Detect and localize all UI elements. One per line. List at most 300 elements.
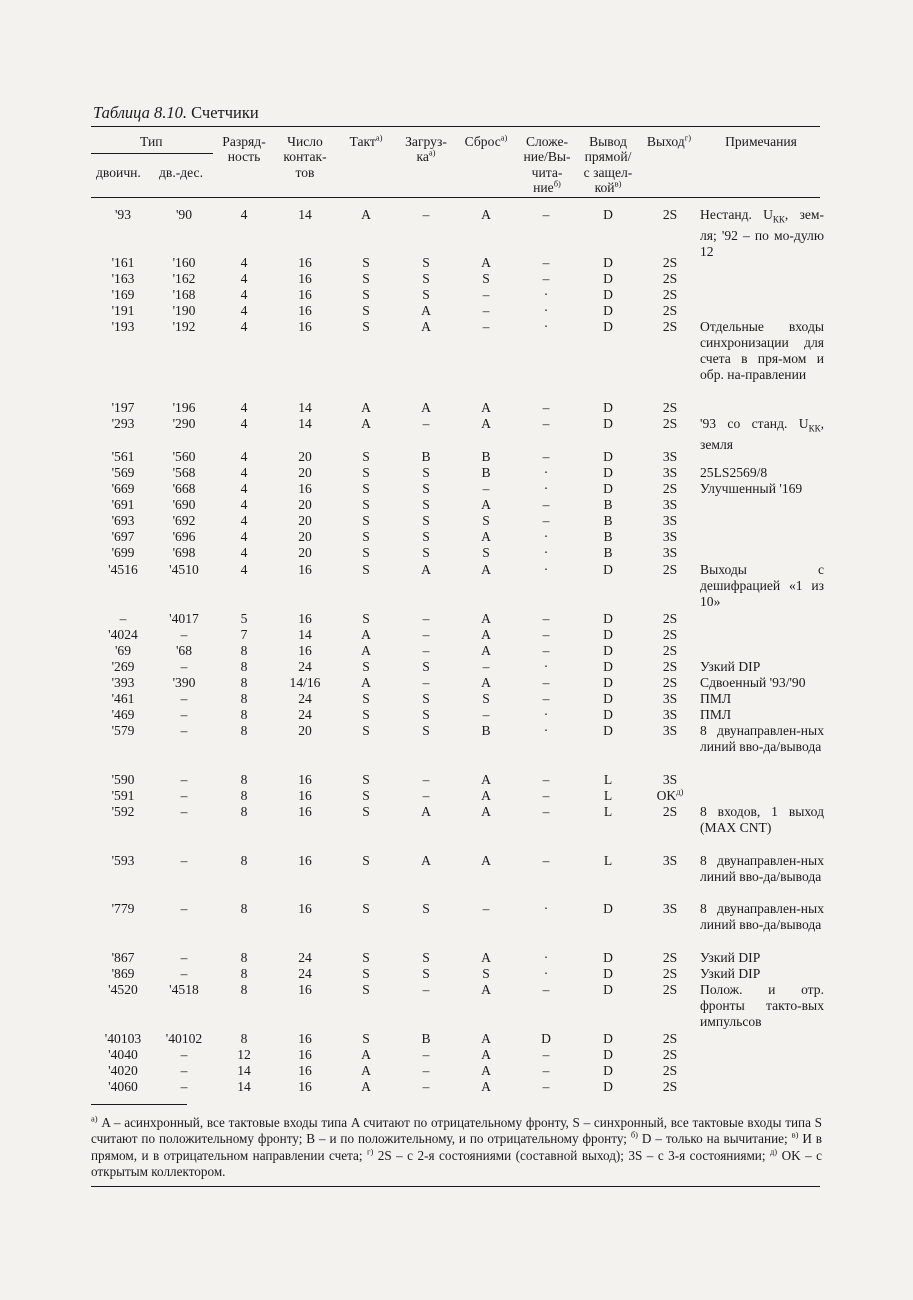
cell-add-sub: –	[542, 271, 550, 286]
header-output-latch: Вывод прямой/ с защел- кой$^{в)}$	[583, 134, 633, 195]
cell-output-type: 2S	[662, 982, 678, 997]
cell-output-type: 3S	[662, 707, 678, 722]
cell-add-sub: ·	[543, 319, 549, 334]
header-addsub: Сложе- ние/Вы- чита- ние$^{б)}$	[523, 134, 571, 195]
cell-output-type: 3S	[662, 449, 678, 464]
cell-type-dec: –	[180, 1079, 188, 1094]
cell-load: S	[422, 545, 430, 560]
cell-type-dec: –	[180, 788, 188, 803]
cell-reset: S	[482, 271, 490, 286]
header-type-bin: двоичн.	[96, 165, 141, 180]
cell-output-type: 3S	[662, 723, 678, 738]
cell-pins: 16	[298, 611, 312, 626]
cell-pins: 16	[298, 303, 312, 318]
cell-reset: A	[481, 982, 491, 997]
cell-output-type: 2S	[662, 675, 678, 690]
cell-type-bin: '4060	[108, 1079, 138, 1094]
cell-load: –	[422, 207, 430, 222]
table-bottom-rule	[91, 1186, 820, 1187]
cell-output-latch: D	[603, 449, 613, 464]
cell-type-bin: '461	[111, 691, 135, 706]
cell-pins: 24	[298, 691, 312, 706]
cell-bits: 8	[240, 901, 248, 916]
cell-output-latch: D	[603, 400, 613, 415]
cell-load: S	[422, 950, 430, 965]
cell-type-bin: '191	[111, 303, 135, 318]
cell-type-dec: '560	[172, 449, 196, 464]
cell-type-bin: '161	[111, 255, 135, 270]
cell-add-sub: –	[542, 416, 550, 431]
cell-bits: 4	[240, 449, 248, 464]
cell-pins: 24	[298, 707, 312, 722]
cell-load: –	[422, 772, 430, 787]
cell-output-latch: L	[603, 804, 613, 819]
cell-output-latch: D	[603, 303, 613, 318]
cell-pins: 16	[298, 1031, 312, 1046]
cell-output-latch: D	[603, 465, 613, 480]
cell-type-bin: –	[119, 611, 127, 626]
cell-add-sub: –	[542, 1047, 550, 1062]
cell-load: –	[422, 1063, 430, 1078]
cell-add-sub: ·	[543, 707, 549, 722]
cell-type-bin: '867	[111, 950, 135, 965]
cell-clock: S	[362, 723, 370, 738]
cell-type-bin: '590	[111, 772, 135, 787]
header-pins: Число контак- тов	[283, 134, 327, 180]
cell-note: 8 двунаправлен-ных линий вво-да/вывода	[700, 853, 824, 885]
cell-bits: 4	[240, 497, 248, 512]
cell-type-bin: '4520	[108, 982, 138, 997]
cell-output-latch: D	[603, 1047, 613, 1062]
cell-load: B	[421, 1031, 431, 1046]
cell-add-sub: –	[542, 497, 550, 512]
cell-output-latch: D	[603, 691, 613, 706]
cell-output-type: 2S	[662, 659, 678, 674]
cell-output-latch: D	[603, 966, 613, 981]
cell-type-bin: '561	[111, 449, 135, 464]
cell-reset: A	[481, 643, 491, 658]
cell-type-dec: –	[180, 691, 188, 706]
cell-output-latch: B	[603, 545, 613, 560]
cell-clock: S	[362, 562, 370, 577]
cell-bits: 4	[240, 513, 248, 528]
cell-load: S	[422, 513, 430, 528]
cell-clock: S	[362, 303, 370, 318]
cell-pins: 20	[298, 513, 312, 528]
cell-note: Узкий DIP	[700, 659, 761, 674]
cell-load: A	[421, 853, 431, 868]
cell-type-dec: '68	[175, 643, 193, 658]
cell-load: –	[422, 675, 430, 690]
cell-add-sub: –	[542, 853, 550, 868]
cell-note: Отдельные входы синхронизации для счета в пря-мом и обр. на-правлении	[700, 319, 824, 383]
footnotes: $^{а)}$ A – асинхронный, все тактовые входы типа A считают по отрицательному фронту, S – синхронный, все тактовые входы типа S считают по положительному фронту; B – и по положительному, и по отрицательному фронту; $^{б)}$ D – только на вычитание; $^{в)}$ И в прямом, и в отрицательном направлении счета; $^{г)}$ 2S – с 2-я состояниями (составной выход); 3S – с 3-я состояниями; $^{д)}$ OK – с открытым коллектором.	[91, 1113, 822, 1180]
cell-output-type: 2S	[662, 319, 678, 334]
cell-type-dec: '4518	[169, 982, 199, 997]
cell-reset: S	[482, 691, 490, 706]
cell-add-sub: –	[542, 643, 550, 658]
cell-pins: 16	[298, 255, 312, 270]
header-notes: Примечания	[725, 134, 797, 149]
cell-clock: S	[362, 982, 370, 997]
cell-output-type: 3S	[662, 691, 678, 706]
cell-bits: 14	[237, 1079, 251, 1094]
cell-reset: A	[481, 255, 491, 270]
cell-type-dec: '568	[172, 465, 196, 480]
cell-note: '93 со станд. $U_{КК}$, земля	[700, 416, 824, 452]
cell-add-sub: ·	[543, 303, 549, 318]
cell-note: ПМЛ	[700, 691, 732, 706]
cell-note: 8 двунаправлен-ных линий вво-да/вывода	[700, 723, 824, 755]
cell-reset: A	[481, 416, 491, 431]
cell-note: 8 входов, 1 выход (MAX CNT)	[700, 804, 824, 836]
cell-bits: 4	[240, 465, 248, 480]
cell-clock: A	[361, 1063, 371, 1078]
cell-output-latch: D	[603, 901, 613, 916]
cell-bits: 8	[240, 723, 248, 738]
cell-clock: A	[361, 1047, 371, 1062]
cell-clock: A	[361, 1079, 371, 1094]
cell-output-type: 2S	[662, 611, 678, 626]
cell-load: –	[422, 1047, 430, 1062]
cell-pins: 14	[298, 400, 312, 415]
cell-load: –	[422, 982, 430, 997]
cell-output-latch: D	[603, 950, 613, 965]
cell-note: 25LS2569/8	[700, 465, 768, 480]
cell-bits: 8	[240, 804, 248, 819]
cell-type-bin: '163	[111, 271, 135, 286]
cell-load: S	[422, 465, 430, 480]
cell-add-sub: –	[542, 627, 550, 642]
cell-output-latch: D	[603, 627, 613, 642]
cell-type-bin: '869	[111, 966, 135, 981]
cell-pins: 20	[298, 529, 312, 544]
cell-output-type: 3S	[662, 513, 678, 528]
cell-bits: 8	[240, 950, 248, 965]
cell-type-dec: –	[180, 723, 188, 738]
cell-output-latch: B	[603, 529, 613, 544]
cell-type-dec: '190	[172, 303, 196, 318]
cell-load: S	[422, 271, 430, 286]
cell-note: Нестанд. $U_{КК}$, зем-ля; '92 – по мо-дулю 12	[700, 207, 824, 259]
cell-load: –	[422, 611, 430, 626]
cell-bits: 8	[240, 1031, 248, 1046]
cell-pins: 16	[298, 271, 312, 286]
cell-clock: S	[362, 513, 370, 528]
cell-output-latch: D	[603, 982, 613, 997]
header-load: Загруз- $ка^{а)}$	[405, 134, 447, 165]
cell-output-type: 3S	[662, 497, 678, 512]
cell-clock: S	[362, 449, 370, 464]
table-top-rule	[91, 126, 820, 127]
cell-add-sub: –	[542, 675, 550, 690]
cell-add-sub: –	[542, 449, 550, 464]
cell-add-sub: ·	[543, 529, 549, 544]
cell-add-sub: –	[542, 400, 550, 415]
cell-add-sub: –	[542, 982, 550, 997]
cell-clock: S	[362, 788, 370, 803]
cell-bits: 14	[237, 1063, 251, 1078]
cell-reset: A	[481, 529, 491, 544]
cell-type-dec: '290	[172, 416, 196, 431]
cell-load: –	[422, 788, 430, 803]
cell-output-latch: D	[603, 271, 613, 286]
header-type-dec: дв.-дес.	[159, 165, 203, 180]
cell-bits: 4	[240, 271, 248, 286]
cell-type-dec: '390	[172, 675, 196, 690]
cell-pins: 16	[298, 1079, 312, 1094]
cell-load: A	[421, 303, 431, 318]
cell-add-sub: –	[542, 1079, 550, 1094]
cell-load: S	[422, 659, 430, 674]
cell-load: A	[421, 562, 431, 577]
cell-load: S	[422, 481, 430, 496]
cell-reset: –	[482, 481, 490, 496]
cell-output-latch: L	[603, 788, 613, 803]
cell-add-sub: ·	[543, 562, 549, 577]
header-bits: Разряд- ность	[222, 134, 266, 165]
cell-type-dec: –	[180, 1063, 188, 1078]
cell-reset: –	[482, 303, 490, 318]
cell-type-dec: '692	[172, 513, 196, 528]
cell-type-bin: '693	[111, 513, 135, 528]
table-caption	[93, 103, 259, 123]
cell-reset: A	[481, 400, 491, 415]
cell-bits: 4	[240, 207, 248, 222]
cell-add-sub: ·	[543, 465, 549, 480]
table-number: Таблица 8.10.	[93, 103, 187, 122]
cell-type-bin: '193	[111, 319, 135, 334]
cell-type-dec: –	[180, 772, 188, 787]
cell-reset: A	[481, 1031, 491, 1046]
cell-reset: A	[481, 497, 491, 512]
cell-clock: S	[362, 707, 370, 722]
cell-type-bin: '699	[111, 545, 135, 560]
cell-bits: 4	[240, 545, 248, 560]
header-bottom-rule	[91, 197, 820, 198]
cell-reset: –	[482, 659, 490, 674]
cell-load: S	[422, 723, 430, 738]
cell-output-latch: D	[603, 659, 613, 674]
cell-add-sub: –	[542, 691, 550, 706]
cell-reset: S	[482, 966, 490, 981]
cell-clock: A	[361, 416, 371, 431]
cell-bits: 8	[240, 772, 248, 787]
cell-type-bin: '269	[111, 659, 135, 674]
cell-pins: 14/16	[289, 675, 321, 690]
cell-type-dec: –	[180, 1047, 188, 1062]
cell-pins: 20	[298, 723, 312, 738]
cell-clock: S	[362, 966, 370, 981]
cell-load: S	[422, 707, 430, 722]
cell-output-latch: D	[603, 1031, 613, 1046]
cell-output-type: 2S	[662, 950, 678, 965]
cell-clock: S	[362, 287, 370, 302]
cell-note: Улучшенный '169	[700, 481, 803, 496]
cell-clock: S	[362, 497, 370, 512]
cell-type-dec: '696	[172, 529, 196, 544]
cell-pins: 24	[298, 950, 312, 965]
cell-reset: S	[482, 545, 490, 560]
cell-type-bin: '591	[111, 788, 135, 803]
cell-output-type: 3S	[662, 529, 678, 544]
cell-output-latch: D	[603, 319, 613, 334]
note-subscript: КК	[772, 214, 785, 225]
cell-reset: A	[481, 772, 491, 787]
cell-clock: S	[362, 319, 370, 334]
cell-pins: 20	[298, 465, 312, 480]
cell-output-type: 3S	[662, 853, 678, 868]
cell-bits: 8	[240, 966, 248, 981]
cell-output-latch: D	[603, 723, 613, 738]
cell-clock: S	[362, 950, 370, 965]
cell-load: S	[422, 255, 430, 270]
cell-type-dec: '698	[172, 545, 196, 560]
cell-reset: A	[481, 207, 491, 222]
cell-type-dec: '690	[172, 497, 196, 512]
cell-output-latch: L	[603, 772, 613, 787]
cell-output-latch: D	[603, 287, 613, 302]
cell-type-dec: '90	[175, 207, 193, 222]
cell-output-type: 2S	[662, 303, 678, 318]
cell-bits: 4	[240, 529, 248, 544]
cell-output-type: 2S	[662, 207, 678, 222]
cell-pins: 16	[298, 804, 312, 819]
cell-output-latch: B	[603, 497, 613, 512]
cell-clock: S	[362, 611, 370, 626]
cell-pins: 16	[298, 982, 312, 997]
cell-add-sub: D	[541, 1031, 551, 1046]
cell-add-sub: ·	[543, 966, 549, 981]
cell-clock: A	[361, 627, 371, 642]
cell-type-dec: '668	[172, 481, 196, 496]
cell-clock: S	[362, 691, 370, 706]
cell-reset: –	[482, 707, 490, 722]
cell-reset: A	[481, 788, 491, 803]
cell-pins: 20	[298, 497, 312, 512]
cell-bits: 4	[240, 303, 248, 318]
cell-clock: S	[362, 804, 370, 819]
cell-load: S	[422, 691, 430, 706]
cell-type-bin: '4516	[108, 562, 138, 577]
cell-clock: S	[362, 529, 370, 544]
cell-clock: S	[362, 255, 370, 270]
cell-pins: 16	[298, 287, 312, 302]
cell-pins: 14	[298, 627, 312, 642]
cell-reset: A	[481, 853, 491, 868]
cell-output-latch: D	[603, 562, 613, 577]
cell-note: Выходы с дешифрацией «1 из 10»	[700, 562, 824, 610]
cell-reset: A	[481, 1063, 491, 1078]
cell-output-type: 2S	[662, 271, 678, 286]
cell-type-bin: '4024	[108, 627, 138, 642]
cell-load: –	[422, 1079, 430, 1094]
cell-load: S	[422, 287, 430, 302]
cell-type-bin: '779	[111, 901, 135, 916]
cell-output-type: 2S	[662, 966, 678, 981]
output-footnote-mark: д)	[676, 786, 684, 797]
cell-output-type: 2S	[662, 1063, 678, 1078]
cell-load: S	[422, 529, 430, 544]
cell-output-latch: D	[603, 207, 613, 222]
cell-type-dec: '160	[172, 255, 196, 270]
cell-add-sub: ·	[543, 950, 549, 965]
cell-add-sub: ·	[543, 545, 549, 560]
cell-pins: 16	[298, 562, 312, 577]
cell-reset: A	[481, 1047, 491, 1062]
cell-output-type: 2S	[662, 1031, 678, 1046]
cell-reset: –	[482, 319, 490, 334]
cell-clock: A	[361, 675, 371, 690]
cell-pins: 14	[298, 207, 312, 222]
cell-reset: A	[481, 675, 491, 690]
cell-reset: A	[481, 611, 491, 626]
cell-reset: B	[481, 723, 491, 738]
cell-load: B	[421, 449, 431, 464]
cell-load: A	[421, 400, 431, 415]
cell-note: Узкий DIP	[700, 966, 761, 981]
cell-bits: 4	[240, 562, 248, 577]
cell-output-latch: D	[603, 1063, 613, 1078]
cell-type-bin: '4040	[108, 1047, 138, 1062]
cell-note: Полож. и отр. фронты такто-вых импульсов	[700, 982, 824, 1030]
cell-output-type: 3S	[662, 901, 678, 916]
cell-load: A	[421, 319, 431, 334]
cell-type-dec: '162	[172, 271, 196, 286]
cell-add-sub: ·	[543, 723, 549, 738]
cell-pins: 24	[298, 966, 312, 981]
cell-clock: S	[362, 772, 370, 787]
cell-bits: 8	[240, 982, 248, 997]
cell-load: S	[422, 497, 430, 512]
cell-type-dec: –	[180, 627, 188, 642]
cell-bits: 8	[240, 853, 248, 868]
cell-type-dec: –	[180, 707, 188, 722]
cell-add-sub: ·	[543, 659, 549, 674]
cell-type-dec: '4017	[169, 611, 199, 626]
cell-type-dec: '192	[172, 319, 196, 334]
cell-bits: 8	[240, 659, 248, 674]
cell-output-latch: L	[603, 853, 613, 868]
cell-reset: S	[482, 513, 490, 528]
cell-type-bin: '393	[111, 675, 135, 690]
cell-type-dec: –	[180, 853, 188, 868]
cell-reset: A	[481, 562, 491, 577]
cell-bits: 4	[240, 319, 248, 334]
cell-pins: 16	[298, 1047, 312, 1062]
cell-output-type: 2S	[662, 804, 678, 819]
cell-type-bin: '592	[111, 804, 135, 819]
cell-output-latch: D	[603, 416, 613, 431]
cell-add-sub: –	[542, 788, 550, 803]
cell-type-dec: –	[180, 901, 188, 916]
cell-type-dec: '196	[172, 400, 196, 415]
cell-add-sub: –	[542, 772, 550, 787]
cell-note: Сдвоенный '93/'90	[700, 675, 806, 690]
cell-type-bin: '40103	[104, 1031, 142, 1046]
cell-load: S	[422, 966, 430, 981]
table-title: Счетчики	[191, 103, 259, 122]
cell-output-type: 2S	[662, 1047, 678, 1062]
cell-pins: 14	[298, 416, 312, 431]
cell-output-type: 2S	[662, 1079, 678, 1094]
cell-add-sub: –	[542, 255, 550, 270]
cell-clock: S	[362, 853, 370, 868]
cell-output-type: 2S	[662, 481, 678, 496]
cell-output-latch: D	[603, 707, 613, 722]
cell-bits: 12	[237, 1047, 251, 1062]
cell-type-bin: '197	[111, 400, 135, 415]
